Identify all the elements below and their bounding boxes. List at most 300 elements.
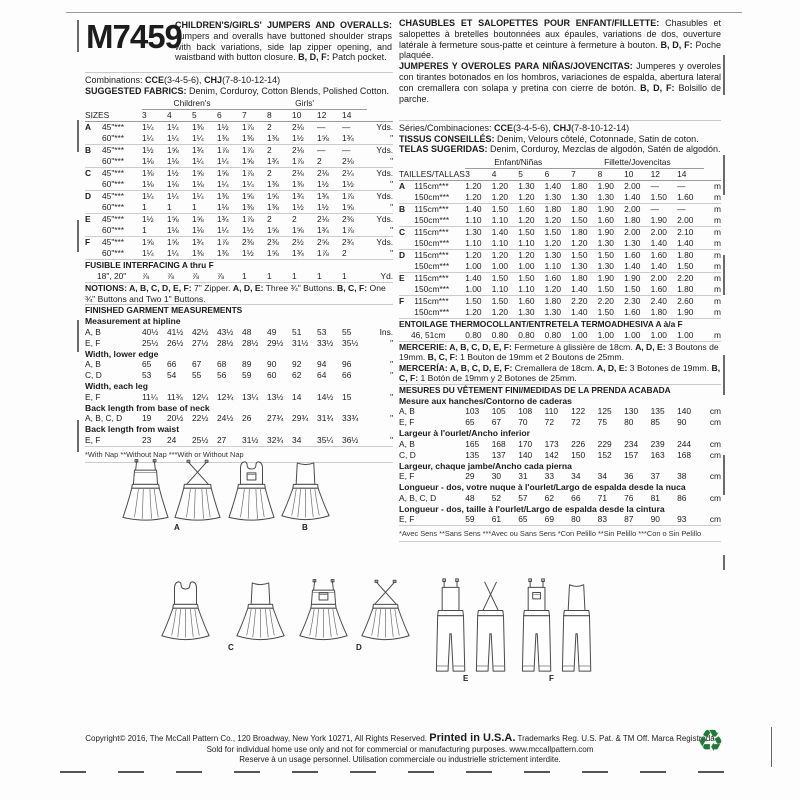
cell: A, B, C, D — [399, 492, 437, 503]
cell: 30 — [491, 471, 502, 482]
cell: 1.30 — [571, 191, 588, 202]
cell: 60 — [267, 370, 277, 381]
cell: 2 — [267, 214, 292, 226]
cell: 2⅛ — [292, 168, 317, 180]
view-e-back-drawing — [476, 582, 504, 671]
telas-line — [399, 144, 721, 155]
suggested-fabrics-line — [85, 86, 393, 97]
cell — [85, 98, 142, 110]
cell: 2 — [317, 156, 322, 167]
cell: 24 — [167, 434, 177, 445]
cell: 80 — [571, 514, 581, 525]
cell: " — [390, 391, 394, 402]
cell: 1.50 — [492, 295, 518, 307]
cell: 1.50 — [650, 191, 667, 202]
table-row — [85, 191, 393, 203]
cell: 234 — [624, 438, 639, 449]
view-a-label: A — [174, 523, 180, 532]
text-segment: Jumpers and overalls have buttoned shoulder straps with back variations, side lap zipper opening, and waistband with button closure. — [175, 30, 392, 63]
text-segment: 1 Bouton de 19mm et 2 Boutons de 25mm. — [457, 352, 624, 363]
text-segment: Denim, Velours côtelé, Cotonnade, Satin de coton. — [494, 133, 699, 144]
cell: Longueur - dos, taille à l'ourlet/Largo de espalda desde la cintura — [399, 503, 665, 514]
cell — [399, 215, 414, 227]
cell: 53 — [317, 326, 327, 337]
table-row — [399, 272, 721, 284]
table-row — [85, 248, 393, 260]
cell: 7 — [571, 168, 597, 180]
cell: 1⅞ — [217, 145, 242, 157]
cell: Yds. — [367, 145, 393, 157]
cell: 1.30 — [465, 226, 491, 238]
cell: 1½ — [292, 202, 304, 213]
cell: 1.00 — [597, 329, 614, 340]
cell: 1¼ — [167, 191, 192, 203]
cell: 22½ — [192, 413, 209, 424]
table-row — [399, 428, 721, 439]
cell: 1¼ — [217, 225, 229, 236]
table-row — [85, 145, 393, 157]
cell: 1.40 — [650, 260, 667, 271]
view-d-front-drawing — [300, 580, 347, 640]
text-segment: Combinations: — [85, 75, 146, 85]
cell: 13¼ — [242, 391, 259, 402]
cell: 1¼ — [142, 191, 167, 203]
text-segment: (3-4-5-6), — [513, 123, 554, 133]
cell: 2 — [292, 214, 317, 226]
cell: — — [317, 145, 342, 157]
view-e-front-drawing — [436, 579, 464, 671]
table-row — [85, 98, 393, 110]
cell: 2.00 — [651, 226, 677, 238]
cell: 1.80 — [624, 214, 641, 225]
cell: 49 — [267, 326, 277, 337]
cell: 62 — [544, 492, 554, 503]
cell: 1½ — [217, 122, 242, 134]
cell: 76 — [624, 492, 634, 503]
cell: Measurement at hipline — [85, 316, 181, 327]
cell: 1.40 — [465, 272, 491, 284]
cell: Fillette/Jovencitas — [571, 157, 703, 169]
text-segment: Fermeture à glissière de 18cm. — [511, 341, 636, 352]
cell: 1¼ — [192, 191, 217, 203]
cell: 11¼ — [142, 391, 158, 402]
cell — [85, 156, 102, 168]
cell: 6 — [217, 110, 242, 122]
view-c-back-drawing — [237, 583, 284, 640]
table-row — [399, 330, 721, 342]
table-row — [399, 157, 721, 169]
cell: 72 — [571, 417, 581, 428]
cell: 45"*** — [102, 214, 142, 226]
table-row — [85, 381, 393, 392]
cell: 67 — [491, 417, 502, 428]
table-row — [85, 338, 393, 349]
table-row — [399, 363, 721, 385]
cell: 8 — [267, 110, 292, 122]
cell: 32¾ — [267, 434, 284, 445]
cell: Yds. — [367, 168, 393, 180]
cell: 1¾ — [342, 133, 354, 144]
table-row — [85, 225, 393, 237]
cell: 0.80 — [544, 329, 561, 340]
cell: 1.80 — [545, 295, 572, 307]
cell: 1¼ — [142, 133, 154, 144]
cell: 31 — [518, 471, 528, 482]
cell: 1.20 — [491, 306, 509, 317]
cell: 115cm*** — [414, 272, 465, 284]
text-segment: B, D, F: — [660, 39, 693, 50]
cell: 35¼ — [317, 434, 334, 445]
cell: " — [390, 156, 394, 167]
cell: Yds. — [367, 214, 393, 226]
table-row — [85, 435, 393, 447]
cell: 1.30 — [597, 191, 614, 202]
cell: 115cm*** — [414, 203, 465, 215]
table-row — [399, 180, 721, 192]
cell: 2.20 — [677, 272, 703, 284]
cell: 66 — [167, 359, 177, 370]
cell: 2 — [267, 145, 292, 157]
text-segment: B, C, F: — [337, 283, 368, 294]
cell — [367, 110, 393, 122]
cell: ⅞ — [142, 271, 149, 282]
cell: 87 — [624, 514, 634, 525]
table-row — [85, 168, 393, 180]
cell: 62 — [292, 370, 302, 381]
cell: 1.60 — [518, 203, 544, 215]
cell: 1.40 — [571, 283, 588, 294]
text-segment: CHJ — [553, 123, 572, 133]
cell: 1.10 — [544, 260, 561, 271]
cell: " — [390, 202, 394, 213]
text-segment: NOTIONS: A, B, C, D, E, F: — [85, 283, 192, 294]
cell: 11¾ — [167, 391, 183, 402]
cell: 2.40 — [651, 295, 677, 307]
cell: 1.20 — [465, 180, 491, 192]
table-row — [399, 318, 721, 330]
cell: 1.90 — [598, 226, 624, 238]
cell: m — [704, 272, 721, 284]
cell: 1⅝ — [242, 156, 254, 167]
view-a-back-drawing — [175, 460, 220, 520]
cell: 1.20 — [544, 214, 561, 225]
table-row — [85, 392, 393, 403]
cell: 2⅛ — [342, 156, 354, 167]
cell: m — [714, 191, 721, 202]
cell: m — [714, 329, 721, 340]
cell: 27¾ — [267, 413, 284, 424]
table-row — [85, 359, 393, 370]
cell: A, B — [399, 406, 415, 417]
cell: 34 — [597, 471, 607, 482]
cell: 94 — [317, 359, 327, 370]
table-row — [399, 203, 721, 215]
cell: 150 — [571, 449, 586, 460]
cell: 61 — [491, 514, 502, 525]
text-segment: A, D, E: — [596, 362, 628, 373]
cell: 45"*** — [102, 168, 142, 180]
cell: 1½ — [342, 179, 354, 190]
cell: 27 — [217, 434, 227, 445]
cell: m — [714, 283, 721, 294]
cell: 1⅞ — [317, 248, 329, 259]
cell: 1¼ — [142, 122, 167, 134]
cell: 59 — [465, 514, 475, 525]
cell: 48 — [242, 326, 252, 337]
cell: Yds. — [367, 191, 393, 203]
text-segment: MERCERÍA: A, B, C, D, E, F: — [399, 362, 513, 373]
cell: 1⅜ — [267, 202, 279, 213]
cell: 1.20 — [465, 191, 482, 202]
cell: 168 — [491, 438, 506, 449]
cell: 23 — [142, 434, 152, 445]
cell: 105 — [491, 406, 506, 417]
cell: 60"*** — [102, 248, 125, 259]
cell: 140 — [518, 449, 533, 460]
cell: 45"*** — [102, 237, 142, 249]
cell: 27½ — [192, 337, 209, 348]
view-b-label: B — [302, 523, 308, 532]
cell: 1½ — [167, 168, 192, 180]
cell: 1.30 — [597, 237, 614, 248]
text-segment: A, D, E: — [232, 283, 264, 294]
cell: m — [704, 249, 721, 261]
cell: 45"*** — [102, 145, 142, 157]
cell: 0.80 — [518, 329, 535, 340]
cell: 83 — [597, 514, 607, 525]
cell: 2⅛ — [317, 168, 342, 180]
cell: 1⅝ — [192, 214, 217, 226]
cell: 1.50 — [465, 295, 491, 307]
cell: — — [317, 122, 342, 134]
cell: 1⅝ — [267, 225, 279, 236]
cell: 1⅞ — [242, 145, 267, 157]
text-segment: Poche plaquée. — [399, 39, 721, 61]
cell: 1⅝ — [192, 168, 217, 180]
cell: cm — [709, 471, 721, 482]
cell: 1.10 — [518, 283, 535, 294]
cell: D — [85, 191, 102, 203]
cell: 69 — [544, 514, 554, 525]
text-segment: 3 Botones de 19mm. — [627, 362, 712, 373]
cell: 115cm*** — [414, 295, 465, 307]
cell: 5 — [518, 168, 544, 180]
cell: 1¼ — [217, 156, 229, 167]
cell — [399, 307, 414, 319]
cell: cm — [709, 417, 721, 428]
cell: 1⅜ — [267, 133, 279, 144]
cell: 115cm*** — [414, 249, 465, 261]
cell: 2⅛ — [292, 122, 317, 134]
cell: 1.60 — [677, 191, 694, 202]
cell — [399, 363, 721, 385]
cell: 75 — [597, 417, 607, 428]
cell: 20½ — [167, 413, 184, 424]
cell: 1.90 — [598, 272, 624, 284]
cell: 1 — [242, 271, 247, 282]
cell: 1.40 — [650, 237, 667, 248]
cell: 1.00 — [465, 260, 482, 271]
cell: 1⅜ — [242, 133, 254, 144]
table-row — [85, 202, 393, 214]
cell: 135 — [650, 406, 665, 417]
cell: 1.50 — [598, 249, 624, 261]
cell: " — [390, 359, 394, 370]
cell: 1½ — [142, 214, 167, 226]
cell: 1.10 — [518, 237, 535, 248]
table-row — [399, 307, 721, 319]
description-english — [175, 20, 392, 63]
cell: 14 — [342, 110, 367, 122]
cell: 29 — [465, 471, 475, 482]
table-row — [399, 384, 721, 396]
cell: 2.30 — [624, 295, 650, 307]
cell: 3 — [142, 110, 167, 122]
cell: C, D — [85, 370, 102, 381]
cell: 1⅝ — [292, 225, 304, 236]
view-a-front-drawing — [123, 460, 168, 521]
cell: 1.30 — [571, 260, 588, 271]
cell: ⅞ — [192, 271, 199, 282]
cell: 60"*** — [102, 225, 125, 236]
table-row — [85, 403, 393, 414]
table-row — [399, 406, 721, 417]
combinations-line — [85, 72, 393, 86]
cell: 55 — [192, 370, 202, 381]
table-row — [85, 122, 393, 134]
cell — [85, 133, 102, 145]
cell: 150cm*** — [414, 260, 450, 271]
cell: 28½ — [242, 337, 259, 348]
cell: 150cm*** — [414, 283, 450, 294]
cell: 56 — [217, 370, 227, 381]
text-segment: Cremallera de 18cm. — [512, 362, 597, 373]
table-row — [85, 316, 393, 327]
cell: 1½ — [317, 179, 329, 190]
cell: 2⅜ — [267, 237, 292, 249]
cell: 150cm*** — [414, 306, 450, 317]
cell: 1⅜ — [142, 168, 167, 180]
cell: 2⅜ — [242, 237, 267, 249]
cell: 2.00 — [624, 226, 650, 238]
cell: 19 — [142, 413, 152, 424]
table-row — [399, 249, 721, 261]
cell: 60"*** — [102, 156, 125, 167]
cell: 26½ — [167, 337, 184, 348]
cell: 2.20 — [571, 295, 597, 307]
cell: 1.20 — [544, 283, 561, 294]
text-segment: Séries/Combinaciones: — [399, 123, 495, 133]
cell: 2¼ — [342, 168, 367, 180]
cell: 1.20 — [491, 191, 509, 202]
tissus-line — [399, 134, 721, 145]
cell: 1.00 — [571, 329, 588, 340]
cell: 1.80 — [545, 203, 572, 215]
cell: 1.30 — [624, 237, 641, 248]
right-fold-marks — [723, 55, 725, 570]
text-segment: Patch pocket. — [329, 52, 387, 63]
cell: 14 — [292, 391, 302, 402]
cell: 244 — [677, 438, 692, 449]
cell: 1⅝ — [267, 191, 292, 203]
cell: 24½ — [217, 413, 234, 424]
cell: 1.60 — [545, 272, 572, 284]
cell: — — [342, 145, 367, 157]
cell: 93 — [677, 514, 687, 525]
cell: 1⅞ — [242, 122, 267, 134]
cell: 4 — [167, 110, 192, 122]
cell — [85, 179, 102, 191]
cell: A, B, C, D — [85, 413, 123, 424]
cell: 12 — [651, 168, 677, 180]
cell: Width, each leg — [85, 381, 148, 392]
table-row — [399, 192, 721, 204]
cell: 33 — [544, 471, 554, 482]
cell: 2¾ — [342, 237, 367, 249]
view-f-front-drawing — [522, 579, 550, 671]
series-line — [399, 120, 721, 134]
cell: 1¼ — [242, 179, 254, 190]
table-row — [85, 327, 393, 338]
cell: 1¼ — [167, 133, 179, 144]
cell: 18", 20" — [97, 271, 127, 282]
usage-french-line: Reserve à un usage personnel. Utilisation commerciale ou industrielle strictement interdite. — [239, 755, 561, 764]
description-french — [399, 18, 721, 61]
cell: 1.80 — [650, 306, 667, 317]
text-segment: Chasubles et salopettes à bretelles boutonnées aux épaules, variations de dos, ouverture latérale à fermeture sous-patte et ceinture à fermeture à bouton. — [399, 18, 721, 50]
cell: 1¾ — [267, 156, 279, 167]
cell: 41½ — [167, 326, 184, 337]
cell: 65 — [142, 359, 152, 370]
cell: 64 — [317, 370, 327, 381]
cell: B — [399, 203, 414, 215]
text-segment: Printed in U.S.A. — [429, 732, 516, 744]
cell: 1⅛ — [142, 156, 154, 167]
cell: 1⅛ — [217, 202, 229, 213]
view-c-label: C — [228, 643, 234, 652]
cell: Yds. — [367, 122, 393, 134]
cell: 1.60 — [650, 283, 667, 294]
cell: 2.20 — [598, 295, 624, 307]
text-segment: A, D, E: — [635, 341, 666, 352]
cell — [704, 168, 721, 180]
cell: 1¾ — [317, 225, 329, 236]
cell: 36 — [624, 471, 634, 482]
cell: 150cm*** — [414, 214, 450, 225]
cell: 1.30 — [544, 191, 561, 202]
cell: 48 — [465, 492, 475, 503]
cell: 115cm*** — [414, 226, 465, 238]
cell: 60"*** — [102, 133, 125, 144]
cell: 36½ — [342, 434, 359, 445]
cell: 1.20 — [518, 214, 535, 225]
cell: 1.60 — [651, 249, 677, 261]
cell: 1.20 — [492, 180, 518, 192]
cell: 2⅝ — [317, 237, 342, 249]
cell: 1½ — [317, 202, 329, 213]
cell: 31½ — [292, 337, 309, 348]
text-segment: Trademarks Reg. U.S. Pat. & TM Off. Marca Registrada — [515, 734, 715, 743]
cell: 90 — [650, 514, 660, 525]
cell: 1⅜ — [292, 179, 304, 190]
cell: 1¾ — [192, 237, 217, 249]
cell: 66 — [342, 370, 352, 381]
text-segment: (7-8-10-12-14) — [222, 75, 281, 85]
cell: A, B — [85, 326, 101, 337]
cell: 1¾ — [292, 248, 304, 259]
cell: 1⅝ — [217, 168, 242, 180]
cell: 34 — [292, 434, 302, 445]
